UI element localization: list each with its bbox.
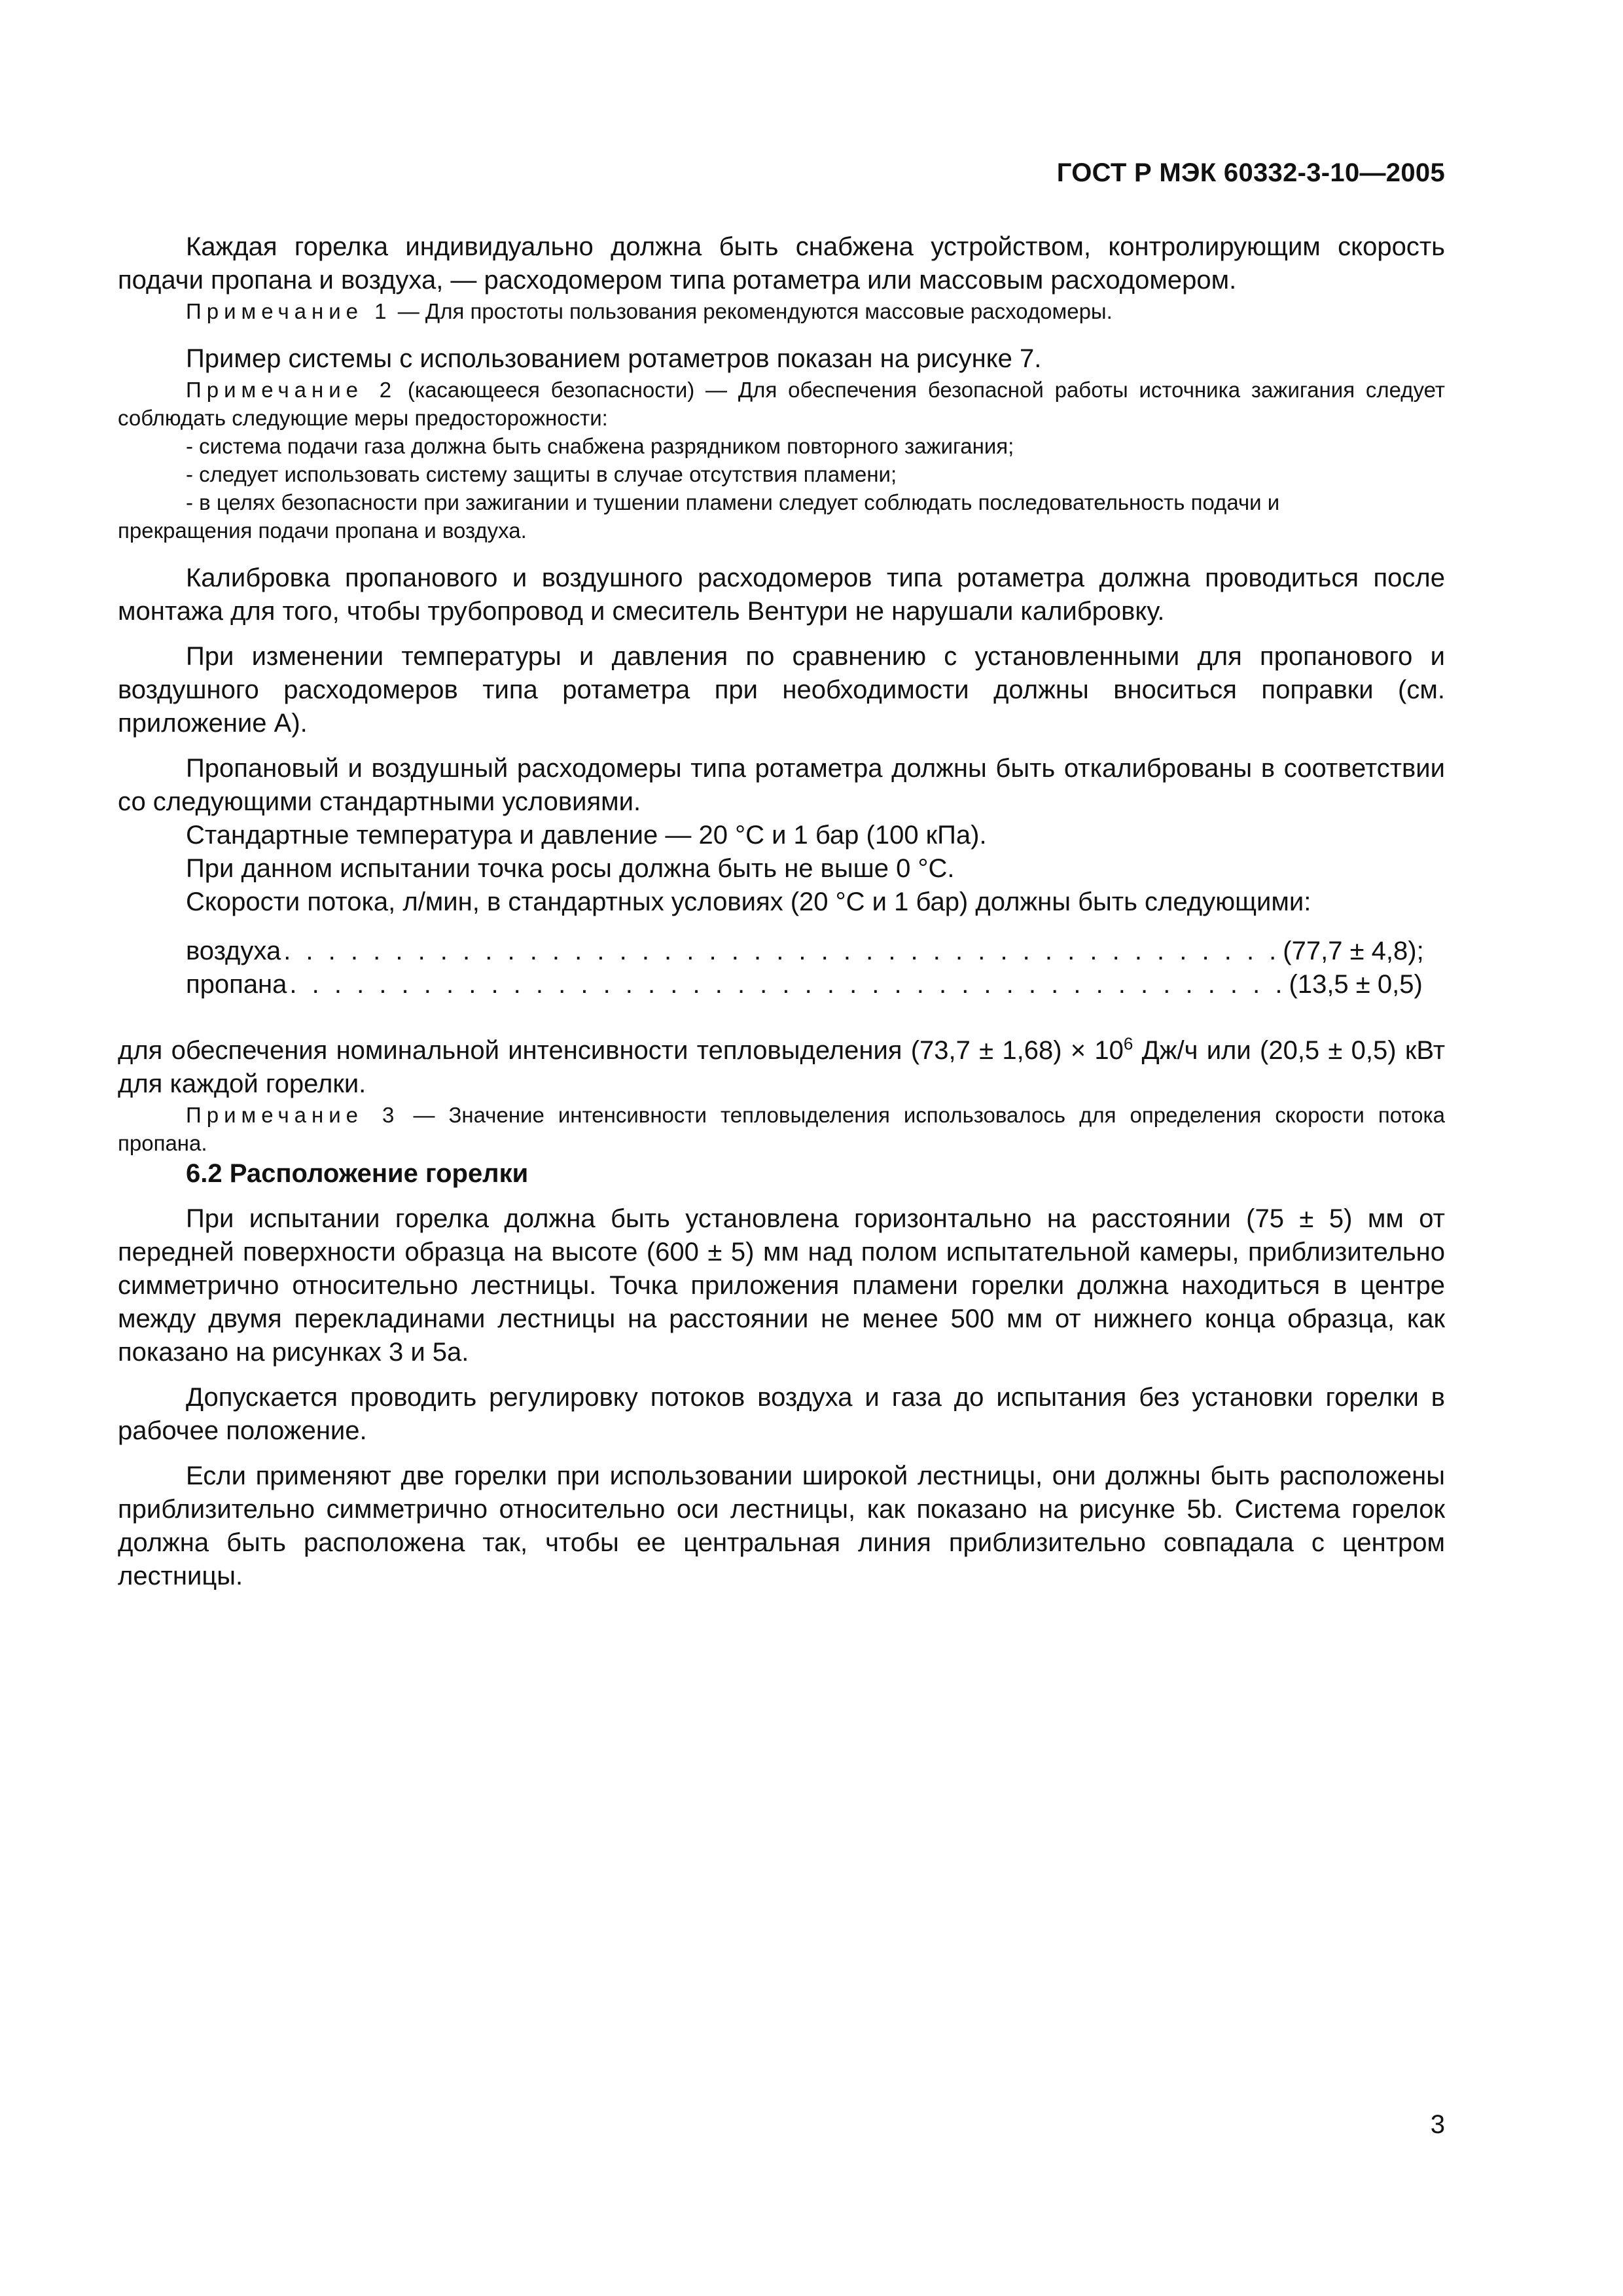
- flow-rate-propane: [186, 968, 1423, 1001]
- note-2-item: - система подачи газа должна быть снабжена разрядником повторного зажигания;: [186, 434, 1014, 458]
- line-standard-temperature: Стандартные температура и давление — 20 °С и 1 бар (100 кПа).: [186, 821, 987, 850]
- note-3-text: — Значение интенсивности тепловыделения использовалось для определения скорости потока пропана.: [118, 1103, 1445, 1155]
- note-3-label: Примечание 3: [186, 1103, 400, 1127]
- document-header: ГОСТ Р МЭК 60332-3-10—2005: [1056, 158, 1445, 187]
- note-1-text: — Для простоты пользования рекомендуются массовые расходомеры.: [391, 299, 1113, 323]
- heat-release-text-end: Дж/ч или (20,5 ± 0,5) кВт для каждой горелки.: [118, 1036, 1446, 1098]
- rate-name: воздуха: [186, 937, 281, 965]
- section-heading: 6.2 Расположение горелки: [186, 1159, 529, 1188]
- note-2-item: - следует использовать систему защиты в случае отсутствия пламени;: [186, 462, 897, 486]
- paragraph-calibration: Калибровка пропанового и воздушного расходомеров типа ротаметра должна проводиться после монтажа для того, чтобы трубопровод и смеситель Вентури не нарушали калибровку.: [118, 564, 1445, 626]
- note-2-label: Примечание 2: [186, 378, 397, 402]
- paragraph-heat-release: [118, 1034, 1445, 1101]
- note-1: [118, 297, 1445, 325]
- paragraph-burner-position: При испытании горелка должна быть установлена горизонтально на расстоянии (75 ± 5) мм от передней поверхности образца на высоте (600 ± 5) мм над полом испытательной камеры, приблизительно симметрично относительно лестницы. Точка приложения пламени горелки должна находиться в центре между двумя перекладинами лестницы на расстоянии не менее 500 мм от нижнего конца образца, как показано на рисунках 3 и 5а.: [118, 1204, 1445, 1367]
- note-2-continuation: прекращения подачи пропана и воздуха.: [118, 518, 527, 543]
- document-body: [118, 230, 1445, 1593]
- note-2: [118, 376, 1445, 432]
- paragraph-rotameter-example: Пример системы с использованием ротаметров показан на рисунке 7.: [186, 344, 1042, 373]
- line-dew-point: При данном испытании точка росы должна быть не выше 0 °С.: [186, 854, 955, 883]
- line-flow-rates: Скорости потока, л/мин, в стандартных условиях (20 °С и 1 бар) должны быть следующими:: [186, 888, 1311, 916]
- flow-rates-list: [118, 935, 1445, 1001]
- dot-leader: . . . . . . . . . . . . . . . . . . . . . . . . . . . . . . . . . . . . . . . . . . . . .: [289, 970, 1287, 999]
- paragraph-standard-conditions: Пропановый и воздушный расходомеры типа ротаметра должны быть откалиброваны в соответствии со следующими стандартными условиями.: [118, 754, 1445, 816]
- paragraph-flow-control: Каждая горелка индивидуально должна быть снабжена устройством, контролирующим скорость подачи пропана и воздуха, — расходомером типа ротаметра или массовым расходомером.: [118, 232, 1445, 295]
- flow-rate-air: [186, 935, 1424, 968]
- note-3: [118, 1101, 1445, 1157]
- note-2-item: - в целях безопасности при зажигании и тушении пламени следует соблюдать последовательность подачи и: [186, 490, 1280, 514]
- note-1-label: Примечание 1: [186, 299, 392, 323]
- rate-value: (77,7 ± 4,8);: [1283, 937, 1424, 965]
- note-2-text: (касающееся безопасности) — Для обеспечения безопасной работы источника зажигания следует соблюдать следующие меры предосторожности:: [118, 378, 1445, 430]
- dot-leader: . . . . . . . . . . . . . . . . . . . . . . . . . . . . . . . . . . . . . . . . . . . . .: [283, 937, 1281, 965]
- paragraph-two-burners: Если применяют две горелки при использовании широкой лестницы, они должны быть расположены приблизительно симметрично относительно оси лестницы, как показано на рисунке 5b. Система горелок должна быть расположена так, чтобы ее центральная линия приблизительно совпадала с центром лестницы.: [118, 1462, 1445, 1590]
- rate-value: (13,5 ± 0,5): [1289, 970, 1423, 999]
- heat-release-text: для обеспечения номинальной интенсивности тепловыделения (73,7 ± 1,68) × 10: [118, 1036, 1124, 1065]
- paragraph-corrections: При изменении температуры и давления по сравнению с установленными для пропанового и воздушного расходомеров типа ротаметра при необходимости должны вноситься поправки (см. приложение А).: [118, 642, 1445, 738]
- note-2-list: [118, 432, 1445, 545]
- exponent: 6: [1123, 1033, 1133, 1054]
- rate-name: пропана: [186, 970, 287, 999]
- page-number: 3: [1430, 2110, 1445, 2139]
- paragraph-adjustment: Допускается проводить регулировку потоков воздуха и газа до испытания без установки горелки в рабочее положение.: [118, 1383, 1445, 1445]
